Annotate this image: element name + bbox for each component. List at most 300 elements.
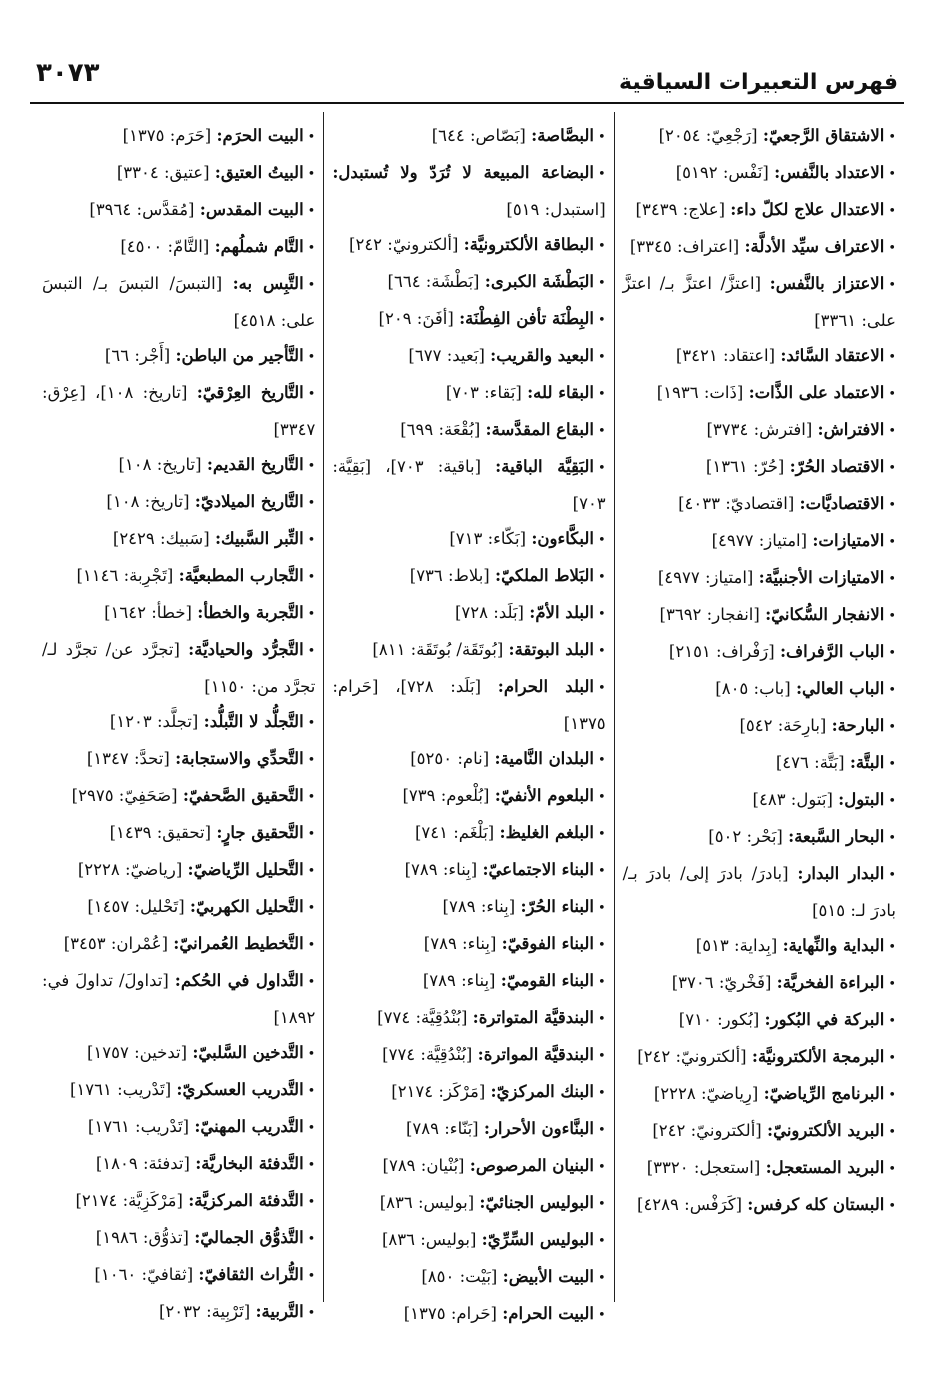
bullet-icon: • <box>307 1306 316 1321</box>
bullet-icon: • <box>888 940 896 955</box>
entry-reference: [نام: ٥٢٥٠] <box>410 749 490 768</box>
index-entry <box>623 928 896 965</box>
bullet-icon: • <box>888 241 896 256</box>
bullet-icon: • <box>307 864 316 879</box>
entry-term: البناء الحُرّ: <box>520 897 594 916</box>
entry-reference: [افترش: ٣٧٣٤] <box>706 420 813 439</box>
entry-term: البلعوم الأنفيّ: <box>494 786 594 805</box>
index-entry <box>332 1185 605 1222</box>
index-entry <box>42 632 315 704</box>
index-entry <box>623 266 896 338</box>
entry-term: الاعتداد بالنَّفس: <box>774 163 885 182</box>
entry-reference: [بُنْدُقِيَّة: ٧٧٤] <box>382 1045 473 1064</box>
entry-term: البلغم الغليظ: <box>499 823 594 842</box>
bullet-icon: • <box>888 757 896 772</box>
entry-reference: [بُنْيان: ٧٨٩] <box>382 1156 465 1175</box>
entry-reference: [بَكّاء: ٧١٣] <box>449 529 527 548</box>
index-entry <box>623 155 896 192</box>
entry-term: التَّدريب العسكريّ: <box>176 1080 304 1099</box>
entry-reference: [تَجْرِبة: ١١٤٦] <box>76 566 174 585</box>
entry-reference: [انفجار: ٣٦٩٢] <box>659 605 760 624</box>
entry-reference: [حُرّ: ١٣٦١] <box>705 457 785 476</box>
page-header <box>0 0 944 110</box>
entry-reference: [تَرْبِية: ٢٠٣٢] <box>158 1302 251 1321</box>
entry-reference: [بُكور: ٧١٠] <box>678 1010 760 1029</box>
bullet-icon: • <box>598 644 606 659</box>
bullet-icon: • <box>307 1047 316 1062</box>
entry-reference: [بادرَ/ بادرَ إلى/ بادرَ بـ/ بادرَ لـ: ٥١٥] <box>622 864 896 920</box>
entry-term: الافتراش: <box>817 420 885 439</box>
entry-term: البتَّة: <box>849 753 885 772</box>
entry-term: البلد البوتقة: <box>508 640 594 659</box>
entry-term: البنَّاءون الأحرار: <box>483 1119 594 1138</box>
entry-reference: [بوليس: ٨٣٦] <box>379 1193 475 1212</box>
index-entry <box>332 227 605 264</box>
index-entry <box>623 118 896 155</box>
entry-term: البرمجة الألكترونيَّة: <box>751 1047 885 1066</box>
index-entry <box>623 671 896 708</box>
index-entry <box>623 412 896 449</box>
entry-reference: [باقية: ٧٠٣]، [بَقِيَّة: ٧٠٣] <box>332 457 606 513</box>
entry-reference: [بِناء: ٧٨٩] <box>404 860 478 879</box>
entry-term: البقاء لله: <box>527 383 594 402</box>
entry-reference: [رياضيّ: ٢٢٢٨] <box>77 860 183 879</box>
bullet-icon: • <box>307 204 316 219</box>
entry-reference: [اقتصاديّ: ٤٠٣٣] <box>678 494 795 513</box>
entry-reference: [بِناء: ٧٨٩] <box>422 971 496 990</box>
entry-term: البندقيَّة المواترة: <box>477 1045 594 1064</box>
bullet-icon: • <box>598 130 606 145</box>
entry-reference: [تجلَّد: ١٢٠٣] <box>109 712 199 731</box>
bullet-icon: • <box>888 794 896 809</box>
bullet-icon: • <box>888 130 896 145</box>
bullet-icon: • <box>598 533 606 548</box>
entry-term: التَّام شملُهم: <box>214 237 304 256</box>
index-entry <box>623 523 896 560</box>
index-entry <box>332 1148 605 1185</box>
entry-reference: [تاريخ: ١٠٨] <box>106 492 190 511</box>
entry-reference: [تدفئة: ١٨٠٩] <box>95 1154 190 1173</box>
bullet-icon: • <box>888 646 896 661</box>
index-entry <box>42 1072 315 1109</box>
index-entry <box>332 1259 605 1296</box>
entry-reference: [تداولَ/ تداولَ في: ١٨٩٢] <box>42 971 316 1027</box>
entry-reference: [مَرْكَزِيَّة: ٢١٧٤] <box>75 1191 183 1210</box>
entry-term: التَّدفئة المركزيَّة: <box>188 1191 304 1210</box>
index-entry <box>623 1039 896 1076</box>
entry-reference: [بَلَد: ٧٢٨] <box>454 603 524 622</box>
entry-reference: [حَرَم: ١٣٧٥] <box>122 126 212 145</box>
entry-reference: [بَطْشَة: ٦٦٤] <box>387 272 480 291</box>
index-entry <box>332 1111 605 1148</box>
entry-term: البيت المقدس: <box>199 200 304 219</box>
entry-reference: [بلاط: ٧٣٦] <box>409 566 490 585</box>
index-entry <box>42 1109 315 1146</box>
entry-reference: [بُوتَقَة/ بُوتَقَة: ٨١١] <box>372 640 504 659</box>
entry-reference: [كَرَفْس: ٤٢٨٩] <box>637 1195 743 1214</box>
entry-reference: [اعتزَّ/ اعتزَّ بـ/ اعتزَّ على: ٣٣٦١] <box>622 274 896 330</box>
bullet-icon: • <box>598 827 606 842</box>
entry-term: البِطْنَة تأفن الفِطْنَة: <box>459 309 594 328</box>
entry-reference: [صَحَفِيّ: ٢٩٧٥] <box>71 786 178 805</box>
entry-term: البضاعة المبيعة لا تُرَدّ ولا تُستبدل: <box>332 163 594 182</box>
index-entry <box>42 338 315 375</box>
entry-term: البنيان المرصوص: <box>469 1156 594 1175</box>
entry-reference: [تحقيق: ١٤٣٩] <box>109 823 212 842</box>
index-entry <box>332 155 605 227</box>
bullet-icon: • <box>307 753 316 768</box>
entry-reference: [بِناء: ٧٨٩] <box>442 897 516 916</box>
entry-reference: [ألكترونيّ: ٢٤٢] <box>637 1047 747 1066</box>
bullet-icon: • <box>598 901 606 916</box>
index-entry <box>332 449 605 521</box>
index-entry <box>332 338 605 375</box>
index-entry <box>623 819 896 856</box>
bullet-icon: • <box>598 239 606 254</box>
bullet-icon: • <box>307 1269 316 1284</box>
entry-reference: [التَّامّ: ٤٥٠٠] <box>120 237 210 256</box>
bullet-icon: • <box>888 204 896 219</box>
index-entry <box>42 926 315 963</box>
index-entry <box>623 1150 896 1187</box>
entry-term: البناء الاجتماعيّ: <box>482 860 594 879</box>
entry-term: التَّحليل الكهربيّ: <box>189 897 304 916</box>
bullet-icon: • <box>888 572 896 587</box>
index-entry <box>623 708 896 745</box>
entry-reference: [أَجْر: ٦٦] <box>104 346 171 365</box>
entry-term: البلد الحرام: <box>497 677 595 696</box>
entry-reference: [تجرَّد عن/ تجرَّد لـ/ تجرَّد من: ١١٥٠] <box>42 640 316 696</box>
bullet-icon: • <box>888 350 896 365</box>
bullet-icon: • <box>598 938 606 953</box>
entry-term: التَّحدِّي والاستجابة: <box>175 749 304 768</box>
index-entry <box>332 1074 605 1111</box>
index-entry <box>623 1076 896 1113</box>
entry-reference: [بَلَد: ٧٢٨]، [حَرام: ١٣٧٥] <box>332 677 606 733</box>
index-entry <box>42 118 315 155</box>
bullet-icon: • <box>888 1125 896 1140</box>
entry-reference: [تذوُّق: ١٩٨٦] <box>95 1228 189 1247</box>
entry-reference: [امتياز: ٤٩٧٧] <box>711 531 808 550</box>
entry-reference: [عتيق: ٣٣٠٤] <box>116 163 210 182</box>
bullet-icon: • <box>307 570 316 585</box>
bullet-icon: • <box>598 753 606 768</box>
bullet-icon: • <box>307 790 316 805</box>
bullet-icon: • <box>598 276 606 291</box>
index-entry <box>42 815 315 852</box>
entry-reference: [بُقْعَة: ٦٩٩] <box>400 420 481 439</box>
bullet-icon: • <box>888 535 896 550</box>
index-entry <box>332 412 605 449</box>
entry-term: البريد الألكترونيّ: <box>767 1121 885 1140</box>
entry-term: البنك المركزيّ: <box>490 1082 594 1101</box>
entry-reference: [تاريخ: ١٠٨] <box>118 455 202 474</box>
entry-term: التَّدفئة البخاريَّة: <box>195 1154 304 1173</box>
entry-term: التَّاريخ العِرْقيّ: <box>196 383 304 402</box>
bullet-icon: • <box>598 790 606 805</box>
entry-reference: [خطأ: ١٦٤٢] <box>104 603 192 622</box>
index-entry <box>332 264 605 301</box>
entry-reference: [بَنّاء: ٧٨٩] <box>405 1119 479 1138</box>
entry-reference: [استبدل: ٥١٩] <box>506 200 606 219</box>
index-entry <box>332 521 605 558</box>
entry-reference: [بوليس: ٨٣٦] <box>381 1230 477 1249</box>
bullet-icon: • <box>888 1162 896 1177</box>
bullet-icon: • <box>598 1160 606 1175</box>
entry-reference: [بَتَّة: ٤٧٦] <box>775 753 845 772</box>
index-entry <box>623 1002 896 1039</box>
index-entry <box>42 155 315 192</box>
entry-term: الباب الرَّفراف: <box>779 642 885 661</box>
entry-term: البحار السَّبعة: <box>788 827 885 846</box>
entry-term: البلدان النَّامية: <box>494 749 594 768</box>
entry-reference: [حَرام: ١٣٧٥] <box>403 1304 497 1323</box>
entry-reference: [سَبيك: ٢٤٢٩] <box>112 529 210 548</box>
bullet-icon: • <box>598 1123 606 1138</box>
entry-term: التَّجربة والخطأ: <box>197 603 304 622</box>
bullet-icon: • <box>307 241 316 256</box>
bullet-icon: • <box>888 683 896 698</box>
entry-term: البرنامج الرِّياضيّ: <box>763 1084 885 1103</box>
index-entry <box>332 558 605 595</box>
entry-term: البقاع المقدَّسة: <box>485 420 594 439</box>
entry-term: التَّدخين السَّلبيّ: <box>192 1043 304 1062</box>
index-entry <box>42 1220 315 1257</box>
entry-term: البدار البدار: <box>797 864 885 883</box>
entry-reference: [ألكترونيّ: ٢٤٢] <box>652 1121 762 1140</box>
index-column-left <box>34 118 323 1358</box>
entry-term: الاعتزاز بالنَّفس: <box>769 274 885 293</box>
entry-term: البراءة الفخريَّة: <box>776 973 885 992</box>
entry-term: البوليس الجنائيّ: <box>479 1193 594 1212</box>
entry-term: الباب العالي: <box>795 679 885 698</box>
index-entry <box>42 595 315 632</box>
bullet-icon: • <box>307 827 316 842</box>
index-entry <box>623 1187 896 1224</box>
index-entry <box>332 889 605 926</box>
entry-reference: [تاريخ: ١٠٨]، [عِرْق: ٣٣٤٧] <box>42 383 316 439</box>
bullet-icon: • <box>598 350 606 365</box>
entry-term: البريد المستعجل: <box>765 1158 885 1177</box>
index-entry <box>42 1294 315 1331</box>
index-column-middle <box>324 118 613 1358</box>
index-entry <box>42 963 315 1035</box>
bullet-icon: • <box>598 607 606 622</box>
bullet-icon: • <box>888 424 896 439</box>
index-entry <box>332 301 605 338</box>
entry-term: الاعتدال علاج لكلّ داء: <box>730 200 885 219</box>
entry-term: البلد الأمّ: <box>529 603 594 622</box>
bullet-icon: • <box>307 644 316 659</box>
bullet-icon: • <box>307 938 316 953</box>
index-entry <box>332 778 605 815</box>
entry-reference: [تَدْريب: ١٧٦١] <box>69 1080 172 1099</box>
index-entry <box>42 521 315 558</box>
entry-reference: [استعجل: ٣٣٢٠] <box>646 1158 761 1177</box>
entry-term: البداية والنِّهاية: <box>782 936 885 955</box>
entry-reference: [أفَنَ: ٢٠٩] <box>378 309 454 328</box>
index-entry <box>332 852 605 889</box>
entry-term: البطاقة الألكترونيَّة: <box>463 235 594 254</box>
entry-term: التَّربية: <box>255 1302 304 1321</box>
bullet-icon: • <box>598 681 606 696</box>
entry-reference: [عُمْران: ٣٤٥٣] <box>63 934 169 953</box>
bullet-icon: • <box>888 1199 896 1214</box>
index-entry <box>42 741 315 778</box>
entry-reference: [تدخين: ١٧٥٧] <box>86 1043 188 1062</box>
bullet-icon: • <box>598 424 606 439</box>
index-entry <box>42 375 315 447</box>
entry-reference: [التبسَ/ التبسَ بـ/ التبسَ على: ٤٥١٨] <box>42 274 316 330</box>
entry-term: التَّبِس به: <box>232 274 304 293</box>
bullet-icon: • <box>598 975 606 990</box>
entry-reference: [بَقاء: ٧٠٣] <box>445 383 522 402</box>
index-entry <box>332 595 605 632</box>
entry-term: البناء القوميّ: <box>500 971 594 990</box>
entry-term: البوليس السِّرِّيّ: <box>481 1230 594 1249</box>
index-columns <box>34 118 904 1358</box>
index-entry <box>623 486 896 523</box>
index-entry <box>332 963 605 1000</box>
bullet-icon: • <box>888 278 896 293</box>
index-entry <box>42 558 315 595</box>
entry-term: البَلاط الملكيّ: <box>494 566 594 585</box>
index-entry <box>332 1222 605 1259</box>
index-entry <box>42 229 315 266</box>
bullet-icon: • <box>888 868 896 883</box>
bullet-icon: • <box>888 977 896 992</box>
entry-term: البيت الأبيض: <box>502 1267 594 1286</box>
entry-term: التَّحليل الرِّياضيّ: <box>187 860 304 879</box>
index-entry <box>42 852 315 889</box>
entry-term: البكَّاءون: <box>531 529 594 548</box>
entry-term: التَّدريب المهنيّ: <box>194 1117 304 1136</box>
entry-reference: [تَحْليل: ١٤٥٧] <box>87 897 185 916</box>
index-entry <box>332 1037 605 1074</box>
entry-reference: [تحدَّ: ١٣٤٧] <box>86 749 170 768</box>
bullet-icon: • <box>307 1084 316 1099</box>
index-entry <box>623 375 896 412</box>
entry-term: الانفجار السُّكانيّ: <box>765 605 885 624</box>
entry-term: التَّاريخ القديم: <box>206 455 304 474</box>
entry-term: الامتيازات: <box>812 531 885 550</box>
entry-reference: [اعتقاد: ٣٤٢١] <box>675 346 776 365</box>
entry-term: البارحة: <box>831 716 885 735</box>
entry-term: البَقِيَّة الباقية: <box>495 457 594 476</box>
index-entry <box>42 266 315 338</box>
entry-term: البركة في البُكور: <box>764 1010 885 1029</box>
bullet-icon: • <box>598 313 606 328</box>
index-entry <box>623 1113 896 1150</box>
index-entry <box>332 741 605 778</box>
bullet-icon: • <box>307 459 316 474</box>
entry-term: الاعتماد على الذَّات: <box>748 383 885 402</box>
bullet-icon: • <box>598 167 606 182</box>
index-entry <box>332 815 605 852</box>
entry-term: التُّراث الثقافيّ: <box>198 1265 304 1284</box>
bullet-icon: • <box>888 387 896 402</box>
entry-reference: [بَحْر: ٥٠٢] <box>708 827 783 846</box>
entry-reference: [اعتراف: ٣٣٤٥] <box>629 237 740 256</box>
bullet-icon: • <box>307 387 316 402</box>
entry-term: التَّحقيق الصَّحفيّ: <box>182 786 304 805</box>
bullet-icon: • <box>307 901 316 916</box>
entry-term: التَّداول في الحُكم: <box>174 971 304 990</box>
bullet-icon: • <box>307 496 316 511</box>
bullet-icon: • <box>888 167 896 182</box>
bullet-icon: • <box>307 975 316 990</box>
entry-term: التَّجارب المطبعيَّة: <box>178 566 304 585</box>
entry-reference: [فَخْريّ: ٣٧٠٦] <box>671 973 772 992</box>
bullet-icon: • <box>597 461 606 476</box>
index-column-right <box>615 118 904 1358</box>
entry-term: الاشتقاق الرَّجعيّ: <box>762 126 885 145</box>
entry-reference: [رَجْعِيّ: ٢٠٥٤] <box>658 126 758 145</box>
bullet-icon: • <box>598 1086 606 1101</box>
index-entry <box>42 192 315 229</box>
index-entry <box>623 782 896 819</box>
entry-reference: [بَصّاص: ٦٤٤] <box>431 126 526 145</box>
index-entry <box>623 338 896 375</box>
entry-term: البيتُ العتيق: <box>214 163 304 182</box>
bullet-icon: • <box>307 1232 316 1247</box>
entry-term: الاقتصاد الحُرّ: <box>789 457 885 476</box>
bullet-icon: • <box>307 533 316 548</box>
entry-reference: [بِداية: ٥١٣] <box>695 936 778 955</box>
page-number: ٣٠٧٣ <box>36 58 100 88</box>
index-entry <box>332 1000 605 1037</box>
bullet-icon: • <box>307 167 316 182</box>
entry-term: البستان كله كرفس: <box>747 1195 885 1214</box>
entry-reference: [ذَات: ١٩٣٦] <box>656 383 744 402</box>
bullet-icon: • <box>307 1195 316 1210</box>
entry-term: التِّبر السَّبيك: <box>214 529 304 548</box>
bullet-icon: • <box>598 864 606 879</box>
entry-term: البناء الفوقيّ: <box>501 934 594 953</box>
index-entry <box>42 778 315 815</box>
index-entry <box>42 889 315 926</box>
bullet-icon: • <box>888 1051 896 1066</box>
entry-term: الامتيازات الأجنبيَّة: <box>758 568 885 587</box>
bullet-icon: • <box>598 1197 606 1212</box>
index-entry <box>332 669 605 741</box>
entry-reference: [ثقافيّ: ١٠٦٠] <box>94 1265 194 1284</box>
bullet-icon: • <box>888 609 896 624</box>
index-entry <box>332 1296 605 1333</box>
index-entry <box>623 449 896 486</box>
index-entry <box>623 229 896 266</box>
entry-reference: [مُقدَّس: ٣٩٦٤] <box>89 200 195 219</box>
bullet-icon: • <box>888 498 896 513</box>
bullet-icon: • <box>307 1121 316 1136</box>
bullet-icon: • <box>598 387 606 402</box>
entry-reference: [ألكترونيّ: ٢٤٢] <box>349 235 459 254</box>
bullet-icon: • <box>888 461 896 476</box>
index-entry <box>623 634 896 671</box>
bullet-icon: • <box>307 607 316 622</box>
entry-reference: [رِياضيّ: ٢٢٢٨] <box>653 1084 759 1103</box>
bullet-icon: • <box>888 1014 896 1029</box>
entry-term: البيت الحرَم: <box>216 126 304 145</box>
entry-reference: [بُلْعوم: ٧٣٩] <box>402 786 490 805</box>
entry-reference: [رَفْراف: ٢١٥١] <box>668 642 775 661</box>
entry-reference: [نَفْس: ٥١٩٢] <box>675 163 769 182</box>
entry-term: التَّذوُّق الجماليّ: <box>194 1228 304 1247</box>
bullet-icon: • <box>598 1234 606 1249</box>
entry-term: البتول: <box>838 790 885 809</box>
index-entry <box>332 118 605 155</box>
bullet-icon: • <box>598 1308 606 1323</box>
